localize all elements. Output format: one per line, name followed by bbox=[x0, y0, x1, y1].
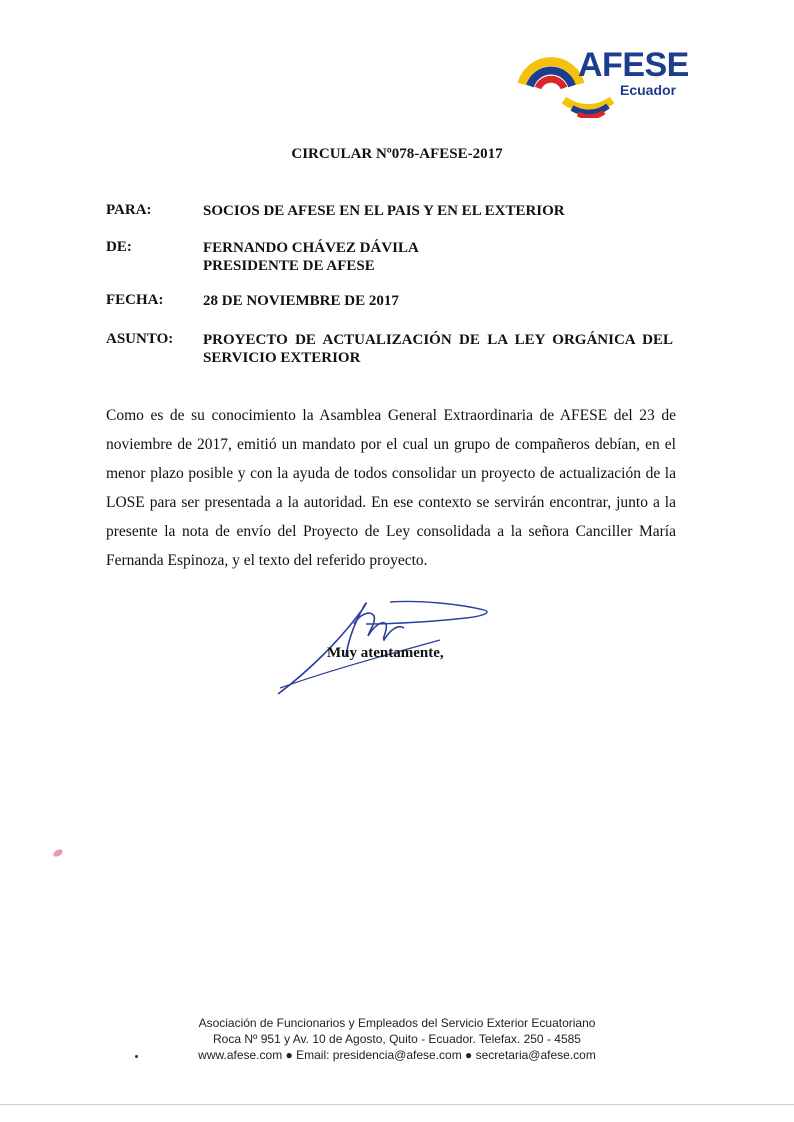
asunto-label: ASUNTO: bbox=[106, 331, 174, 347]
fecha-label: FECHA: bbox=[106, 292, 164, 308]
scan-edge-line bbox=[0, 1104, 794, 1105]
closing: Muy atentamente, bbox=[327, 645, 444, 661]
circular-title: CIRCULAR Nº078-AFESE-2017 bbox=[291, 146, 503, 162]
body-paragraph: Como es de su conocimiento la Asamblea General Extraordinaria de AFESE del 23 de noviembre de 2017, emitió un mandato por el cual un grupo de compañeros debían, en el menor plazo posible y con la ayuda de todos consolidar un proyecto de actualización de la LOSE para ser presentada a la autoridad. En ese contexto se servirán encontrar, junto a la presente la nota de envío del Proyecto de Ley consolidada a la señora Canciller María Fernanda Espinoza, y el texto del referido proyecto. bbox=[106, 407, 676, 569]
de-value-role: PRESIDENTE DE AFESE bbox=[203, 258, 375, 274]
ink-stain bbox=[52, 848, 64, 858]
footer-organization: Asociación de Funcionarios y Empleados del Servicio Exterior Ecuatoriano bbox=[198, 1016, 596, 1030]
logo-name: AFESE bbox=[578, 46, 689, 84]
footer bbox=[0, 1015, 794, 1063]
para-label: PARA: bbox=[106, 202, 152, 218]
logo-subtitle: Ecuador bbox=[620, 82, 677, 98]
de-label: DE: bbox=[106, 239, 132, 255]
fecha-value: 28 DE NOVIEMBRE DE 2017 bbox=[203, 293, 399, 309]
de-value-name: FERNANDO CHÁVEZ DÁVILA bbox=[203, 240, 419, 256]
footer-address: Roca Nº 951 y Av. 10 de Agosto, Quito - Ecuador. Telefax. 250 - 4585 bbox=[213, 1032, 581, 1046]
footer-contacts: www.afese.com ● Email: presidencia@afese.com ● secretaria@afese.com bbox=[198, 1048, 596, 1062]
para-value: SOCIOS DE AFESE EN EL PAIS Y EN EL EXTERIOR bbox=[203, 203, 565, 219]
asunto-value: PROYECTO DE ACTUALIZACIÓN DE LA LEY ORGÁNICA DEL SERVICIO EXTERIOR bbox=[203, 332, 673, 366]
